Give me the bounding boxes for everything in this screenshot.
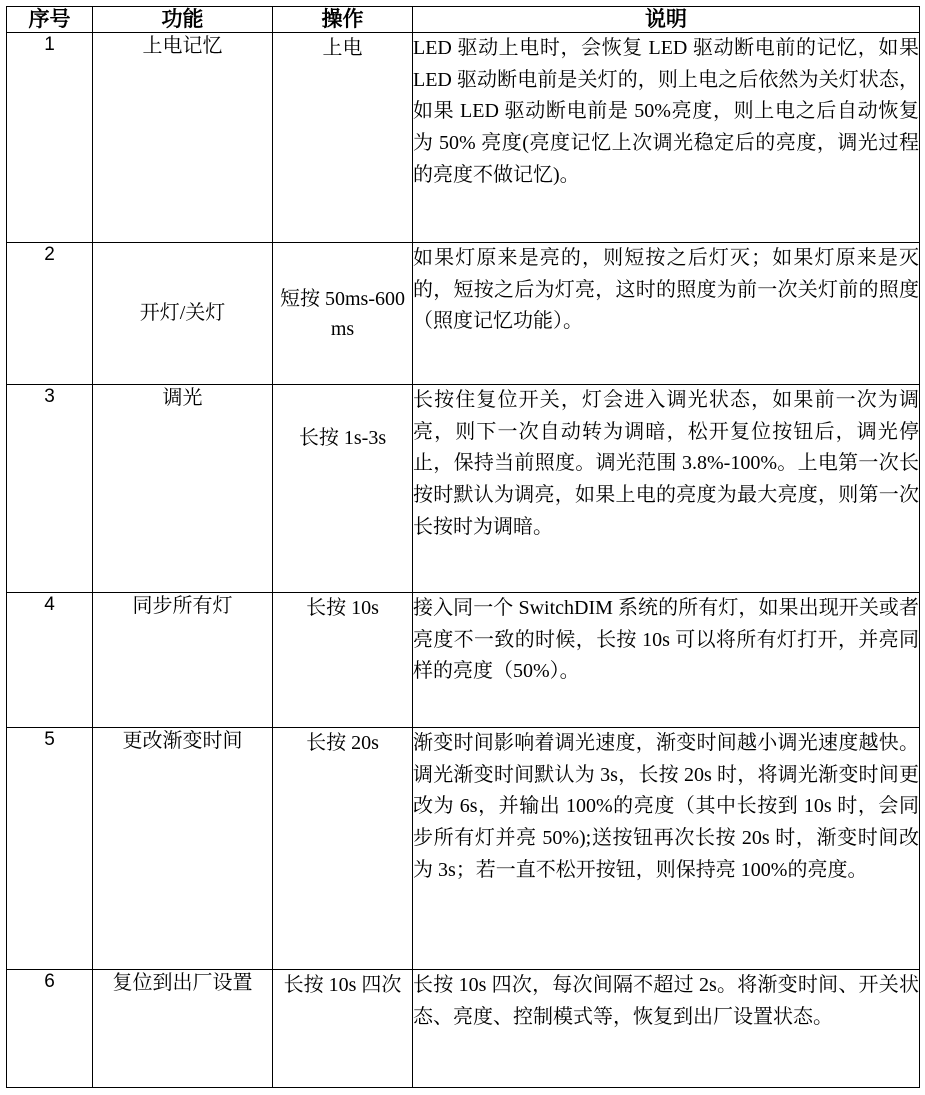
- cell-description: 长按 10s 四次，每次间隔不超过 2s。将渐变时间、开关状态、亮度、控制模式等，恢复到出厂设置状态。: [413, 970, 920, 1088]
- cell-operation: 上电: [273, 33, 413, 243]
- cell-operation: 长按 10s 四次: [273, 970, 413, 1088]
- cell-function: 调光: [93, 385, 273, 593]
- cell-no: 3: [7, 385, 93, 593]
- table-row: [7, 593, 920, 728]
- column-header-no: 序号: [7, 7, 93, 33]
- cell-description: 如果灯原来是亮的，则短按之后灯灭；如果灯原来是灭的，短按之后为灯亮，这时的照度为前一次关灯前的照度（照度记忆功能）。: [413, 243, 920, 385]
- cell-description: LED 驱动上电时，会恢复 LED 驱动断电前的记忆，如果 LED 驱动断电前是关灯的，则上电之后依然为关灯状态，如果 LED 驱动断电前是 50%亮度，则上电之后自动恢复为 50% 亮度(亮度记忆上次调光稳定后的亮度，调光过程的亮度不做记忆)。: [413, 33, 920, 243]
- table-row: [7, 385, 920, 593]
- cell-operation: 长按 10s: [273, 593, 413, 728]
- table-row: [7, 243, 920, 385]
- cell-description: 渐变时间影响着调光速度，渐变时间越小调光速度越快。调光渐变时间默认为 3s，长按 20s 时，将调光渐变时间更改为 6s，并输出 100%的亮度（其中长按到 10s 时，会同步所有灯并亮 50%);送按钮再次长按 20s 时，渐变时间改为 3s；若一直不松开按钮，则保持亮 100%的亮度。: [413, 728, 920, 970]
- cell-no: 1: [7, 33, 93, 243]
- cell-no: 5: [7, 728, 93, 970]
- cell-function: 开灯/关灯: [93, 243, 273, 385]
- spec-table: [6, 6, 920, 1088]
- column-header-function: 功能: [93, 7, 273, 33]
- cell-no: 6: [7, 970, 93, 1088]
- cell-operation: 长按 1s-3s: [273, 385, 413, 593]
- cell-function: 复位到出厂设置: [93, 970, 273, 1088]
- cell-operation: 短按 50ms-600 ms: [273, 243, 413, 385]
- table-row: [7, 728, 920, 970]
- cell-operation: 长按 20s: [273, 728, 413, 970]
- cell-no: 4: [7, 593, 93, 728]
- cell-function: 上电记忆: [93, 33, 273, 243]
- column-header-operation: 操作: [273, 7, 413, 33]
- table-row: [7, 33, 920, 243]
- table-row: [7, 970, 920, 1088]
- cell-function: 更改渐变时间: [93, 728, 273, 970]
- cell-description: 接入同一个 SwitchDIM 系统的所有灯，如果出现开关或者亮度不一致的时候，长按 10s 可以将所有灯打开，并亮同样的亮度（50%）。: [413, 593, 920, 728]
- cell-no: 2: [7, 243, 93, 385]
- cell-function: 同步所有灯: [93, 593, 273, 728]
- table-header-row: [7, 7, 920, 33]
- table-header: [7, 7, 920, 33]
- table-body: [7, 33, 920, 1088]
- column-header-description: 说明: [413, 7, 920, 33]
- cell-description: 长按住复位开关，灯会进入调光状态，如果前一次为调亮，则下一次自动转为调暗，松开复位按钮后，调光停止，保持当前照度。调光范围 3.8%-100%。上电第一次长按时默认为调亮，如果上电的亮度为最大亮度，则第一次长按时为调暗。: [413, 385, 920, 593]
